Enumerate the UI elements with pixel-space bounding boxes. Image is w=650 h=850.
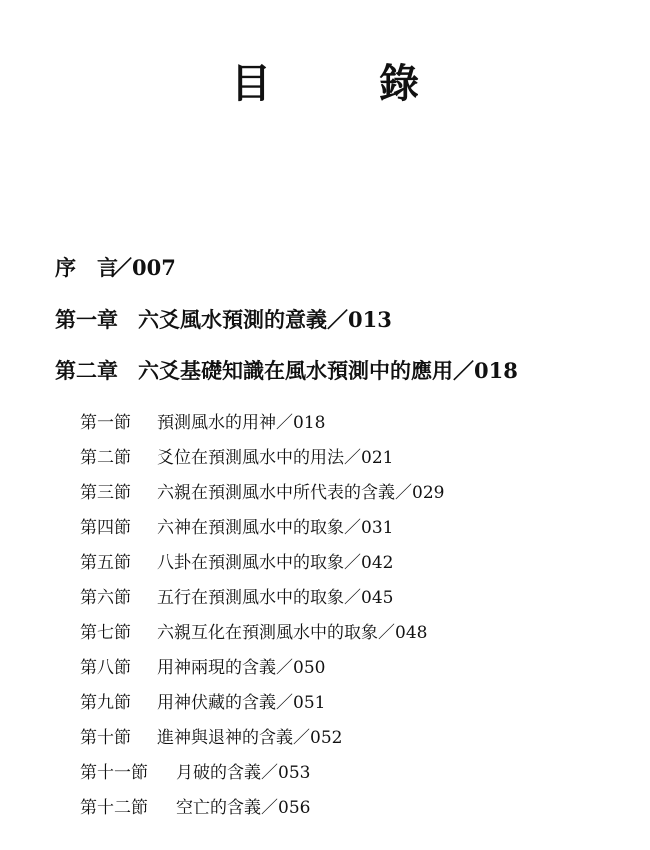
section-title: 五行在預測風水中的取象／045: [157, 588, 394, 608]
toc-section-6: [80, 586, 393, 610]
section-label: 第七節: [80, 623, 131, 643]
section-label: 第八節: [80, 658, 131, 678]
section-label: 第九節: [80, 693, 131, 713]
chapter-title: ／007: [111, 255, 176, 280]
section-title: 六神在預測風水中的取象／031: [157, 518, 394, 538]
toc-chapter-2: [55, 357, 518, 385]
toc-section-2: [80, 446, 393, 470]
chapter-label: 第二章: [55, 358, 118, 383]
section-title: 用神兩現的含義／050: [157, 658, 326, 678]
toc-chapter-preface: [55, 254, 176, 282]
section-label: 第六節: [80, 588, 131, 608]
section-label: 第五節: [80, 553, 131, 573]
section-label: 第十一節: [80, 763, 148, 783]
section-label: 第十節: [80, 728, 131, 748]
chapter-title: 六爻基礎知識在風水預測中的應用／018: [138, 358, 518, 383]
chapter-label: 第一章: [55, 307, 118, 332]
section-title: 預測風水的用神／018: [157, 413, 326, 433]
chapter-title: 六爻風水預測的意義／013: [138, 307, 392, 332]
toc-chapter-1: [55, 306, 392, 334]
section-label: 第四節: [80, 518, 131, 538]
section-label: 第十二節: [80, 798, 148, 818]
section-title: 用神伏藏的含義／051: [157, 693, 326, 713]
toc-section-11: [80, 761, 310, 785]
toc-section-9: [80, 691, 325, 715]
toc-section-8: [80, 656, 325, 680]
section-title: 六親互化在預測風水中的取象／048: [157, 623, 428, 643]
section-label: 第一節: [80, 413, 131, 433]
toc-section-1: [80, 411, 325, 435]
toc-section-10: [80, 726, 342, 750]
toc-section-4: [80, 516, 393, 540]
toc-section-12: [80, 796, 310, 820]
section-label: 第三節: [80, 483, 131, 503]
section-title: 月破的含義／053: [176, 763, 311, 783]
section-title: 爻位在預測風水中的用法／021: [157, 448, 394, 468]
toc-section-3: [80, 481, 444, 505]
page-title: 目 錄: [231, 60, 453, 107]
chapter-label: 序 言: [55, 255, 118, 280]
toc-section-7: [80, 621, 427, 645]
section-title: 空亡的含義／056: [176, 798, 311, 818]
section-title: 進神與退神的含義／052: [157, 728, 343, 748]
section-label: 第二節: [80, 448, 131, 468]
toc-section-5: [80, 551, 393, 575]
section-title: 八卦在預測風水中的取象／042: [157, 553, 394, 573]
section-title: 六親在預測風水中所代表的含義／029: [157, 483, 445, 503]
